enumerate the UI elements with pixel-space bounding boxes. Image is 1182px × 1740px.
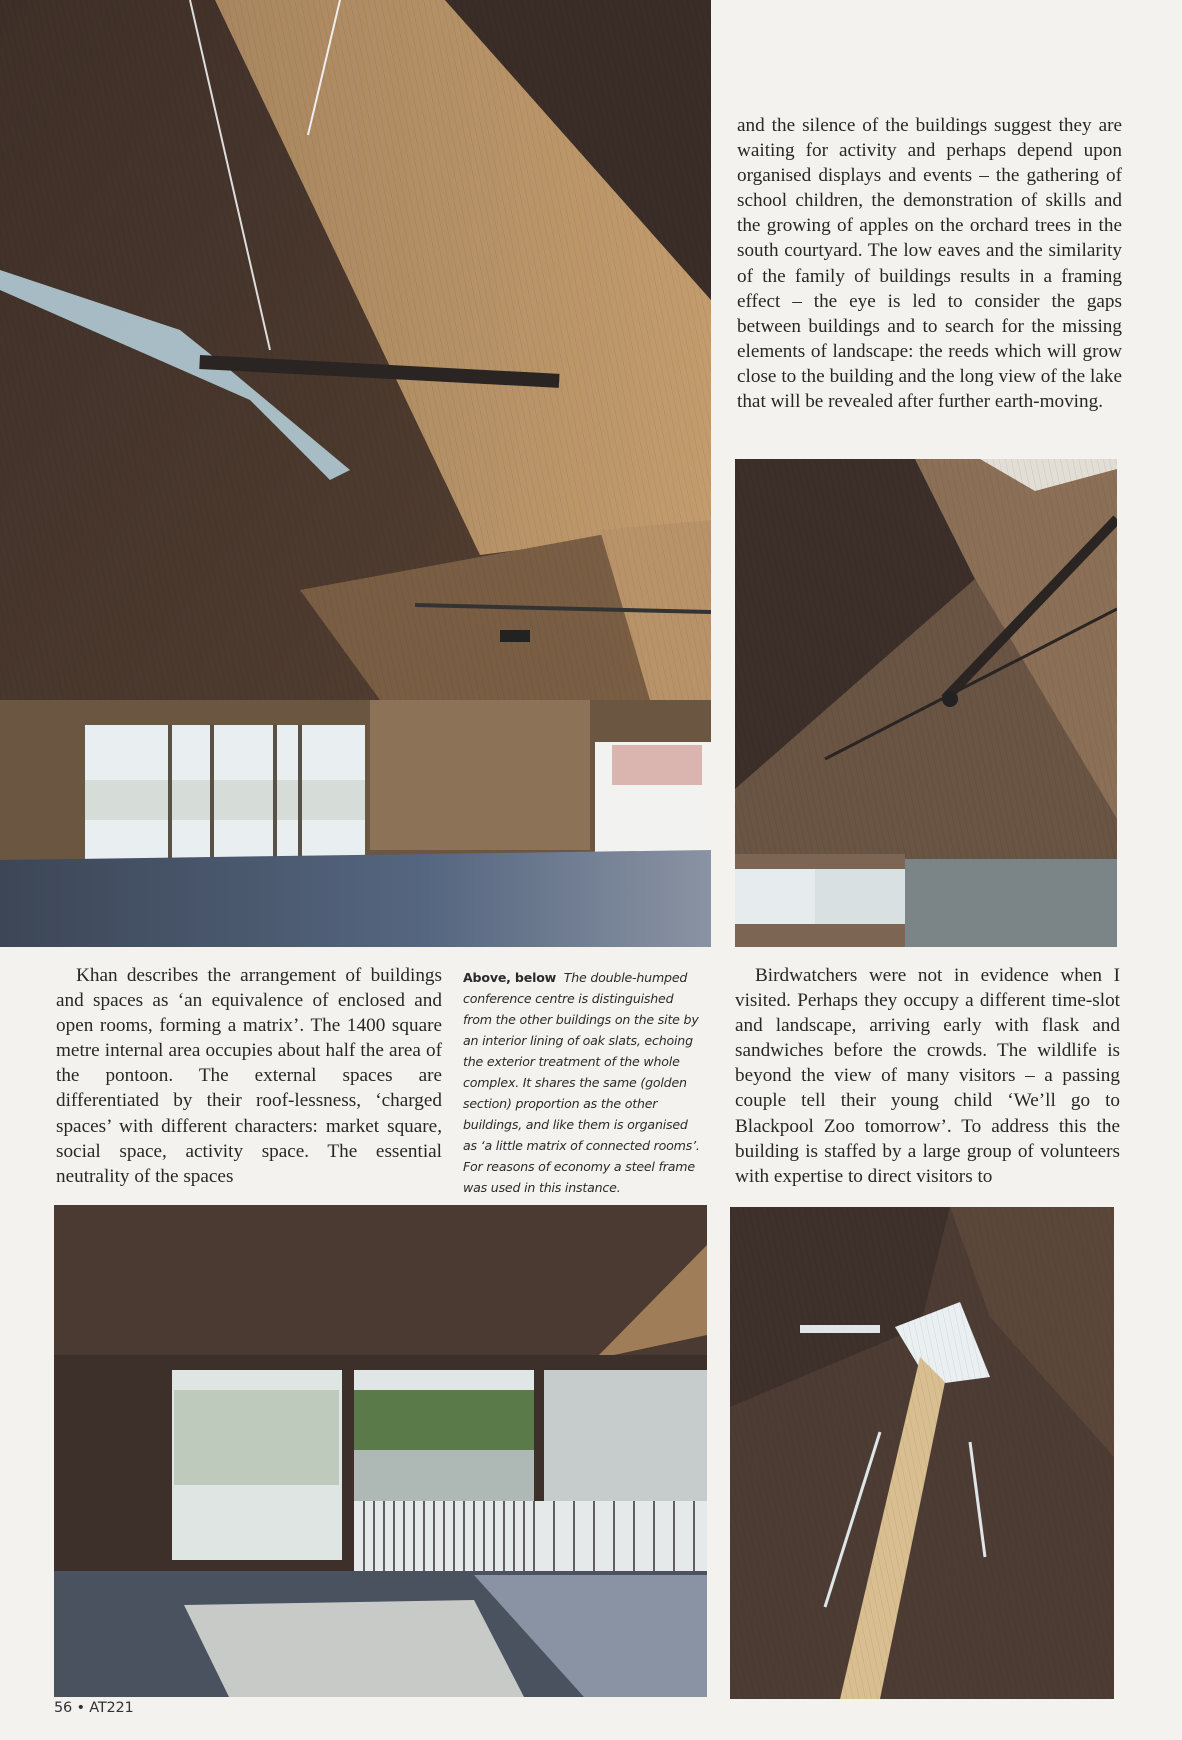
caption-text: The double-humped conference centre is distinguished from the other buildings on the site by an interior lining of oak slats, echoing the exterior treatment of the whole complex. It shares the same (golden section) proportion as the other buildings, and like them is organised as ‘a little matrix of connected rooms’. For reasons of economy a steel frame was used in this instance. <box>463 970 700 1195</box>
photo-caption <box>463 967 703 1198</box>
article-text-left <box>56 963 442 1189</box>
article-text-right <box>735 963 1120 1189</box>
photo-conference-hall <box>0 0 711 947</box>
caption-lead: Above, below <box>463 970 557 985</box>
article-text-top-right <box>737 113 1122 414</box>
paragraph: and the silence of the buildings suggest they are waiting for activity and perhaps depend upon organised displays and events – the gathering of school children, the demonstration of skills and the growing of apples on the orchard trees in the south courtyard. The low eaves and the similarity of the family of buildings results in a framing effect – the eye is led to consider the gaps between buildings and to search for the missing elements of landscape: the reeds which will grow close to the building and the long view of the lake that will be revealed after further earth-moving. <box>737 115 1122 413</box>
photo-rooflight-ceiling <box>730 1207 1114 1699</box>
paragraph: Birdwatchers were not in evidence when I visited. Perhaps they occupy a different time-slot and landscape, arriving early with flask and sandwiches before the crowds. The wildlife is beyond the view of many visitors – a passing couple tell their young child ‘We’ll go to Blackpool Zoo tomorrow’. To address this the building is staffed by a large group of volunteers with expertise to direct visitors to <box>735 965 1120 1187</box>
page-folio: 56 • AT221 <box>54 1700 134 1716</box>
photo-vaulted-interior <box>735 459 1117 947</box>
paragraph: Khan describes the arrangement of buildings and spaces as ‘an equivalence of enclosed and open rooms, forming a matrix’. The 1400 square metre internal area occupies about half the area of the pontoon. The external spaces are differentiated by their roof-lessness, ‘charged spaces’ with different characters: market square, social space, activity space. The essential neutrality of the spaces <box>56 965 442 1187</box>
photo-lake-view-doors <box>54 1205 707 1697</box>
